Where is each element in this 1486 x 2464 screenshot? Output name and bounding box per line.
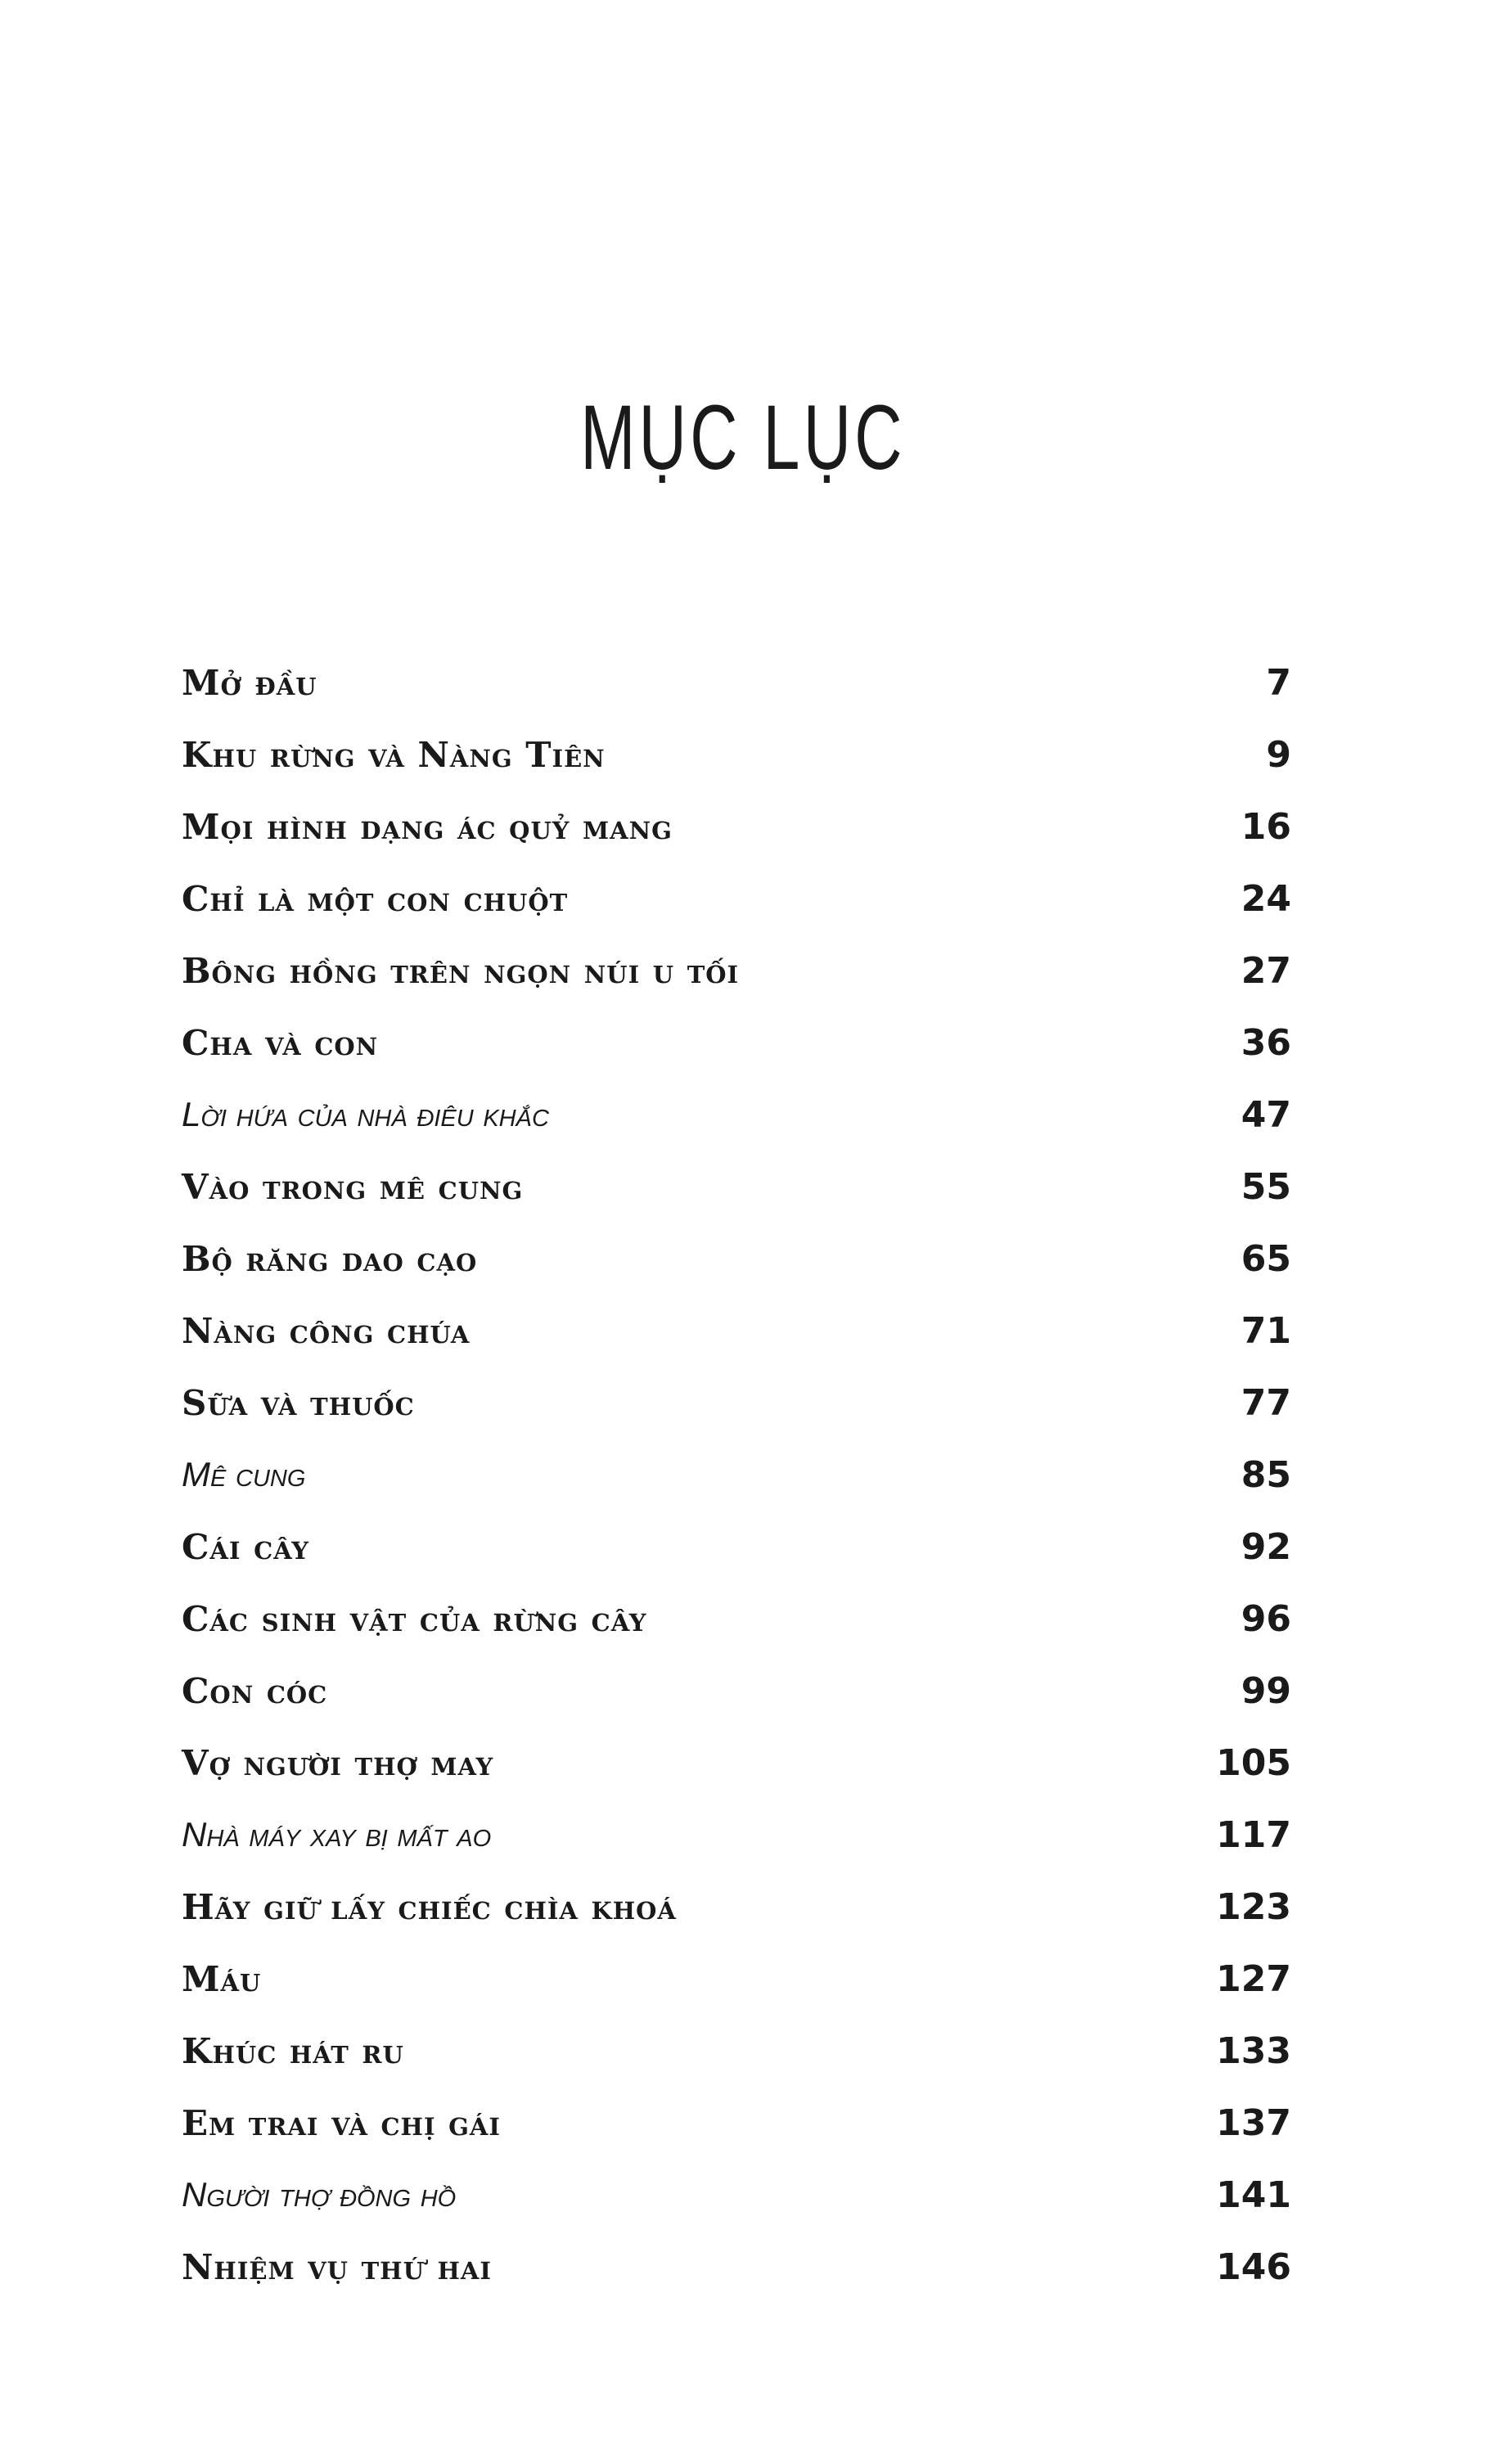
toc-entry-title: Khúc hát ru [182,2030,404,2071]
toc-entry-page: 36 [1241,1021,1291,1064]
toc-entry [182,2015,1291,2087]
toc-entry-page: 24 [1241,877,1291,920]
toc-entry [182,2231,1291,2303]
toc-entry-title: Nàng công chúa [182,1310,471,1351]
toc-entry-page: 141 [1216,2173,1291,2216]
toc-entry-page: 133 [1216,2029,1291,2072]
toc-entry-title: Vào trong mê cung [182,1166,524,1207]
toc-entry [182,1151,1291,1223]
table-of-contents [182,646,1291,2303]
toc-entry-title: Em trai và chị gái [182,2102,501,2143]
toc-entry-page: 127 [1216,1957,1291,2000]
toc-entry-title: Lời hứa của nhà điêu khắc [182,1095,549,1133]
toc-entry-title: Cái cây [182,1526,309,1567]
toc-entry-page: 55 [1241,1165,1291,1208]
toc-entry [182,2159,1291,2231]
toc-entry [182,1079,1291,1151]
toc-entry [182,646,1291,718]
toc-entry [182,791,1291,863]
toc-entry-title: Mở đầu [182,662,317,703]
toc-entry-page: 96 [1241,1597,1291,1640]
toc-entry-page: 9 [1266,733,1291,776]
toc-entry-title: Bộ răng dao cạo [182,1238,478,1279]
toc-entry-page: 146 [1216,2246,1291,2288]
toc-entry-title: Hãy giữ lấy chiếc chìa khoá [182,1886,677,1927]
toc-entry-title: Nhiệm vụ thứ hai [182,2246,492,2287]
toc-entry-page: 105 [1216,1741,1291,1784]
toc-entry-title: Mê cung [182,1455,306,1493]
toc-entry-page: 77 [1241,1381,1291,1424]
toc-entry [182,863,1291,935]
toc-entry-title: Máu [182,1958,262,1999]
toc-entry [182,1007,1291,1079]
toc-entry-title: Bông hồng trên ngọn núi u tối [182,950,740,991]
toc-entry [182,2087,1291,2159]
toc-entry-title: Các sinh vật của rừng cây [182,1598,647,1639]
page-title: MỤC LỤC [580,386,906,489]
toc-entry [182,1799,1291,1871]
toc-entry-page: 7 [1266,661,1291,704]
toc-entry-title: Chỉ là một con chuột [182,878,569,919]
toc-entry-page: 27 [1241,949,1291,992]
toc-entry-page: 47 [1241,1093,1291,1136]
toc-entry-title: Nhà máy xay bị mất ao [182,1815,492,1854]
toc-entry [182,935,1291,1007]
toc-entry-title: Người thợ đồng hồ [182,2175,457,2214]
toc-entry-page: 71 [1241,1309,1291,1352]
toc-entry-page: 16 [1241,805,1291,848]
toc-entry-page: 99 [1241,1669,1291,1712]
toc-entry [182,1583,1291,1655]
toc-entry-page: 137 [1216,2101,1291,2144]
toc-entry-page: 85 [1241,1453,1291,1496]
toc-entry [182,1655,1291,1727]
toc-entry [182,718,1291,791]
toc-entry [182,1871,1291,1943]
toc-entry [182,1511,1291,1583]
toc-entry-title: Mọi hình dạng ác quỷ mang [182,806,673,847]
toc-entry [182,1727,1291,1799]
toc-entry-title: Con cóc [182,1670,328,1711]
toc-entry-page: 117 [1216,1813,1291,1856]
toc-entry-page: 123 [1216,1885,1291,1928]
toc-entry [182,1295,1291,1367]
toc-entry [182,1223,1291,1295]
toc-entry-page: 92 [1241,1525,1291,1568]
toc-entry-title: Sữa và thuốc [182,1382,415,1423]
toc-entry [182,1943,1291,2015]
toc-entry-title: Cha và con [182,1022,379,1063]
toc-entry [182,1439,1291,1511]
toc-entry [182,1367,1291,1439]
toc-entry-title: Khu rừng và Nàng Tiên [182,734,606,775]
toc-entry-page: 65 [1241,1237,1291,1280]
toc-entry-title: Vợ người thợ may [182,1742,494,1783]
